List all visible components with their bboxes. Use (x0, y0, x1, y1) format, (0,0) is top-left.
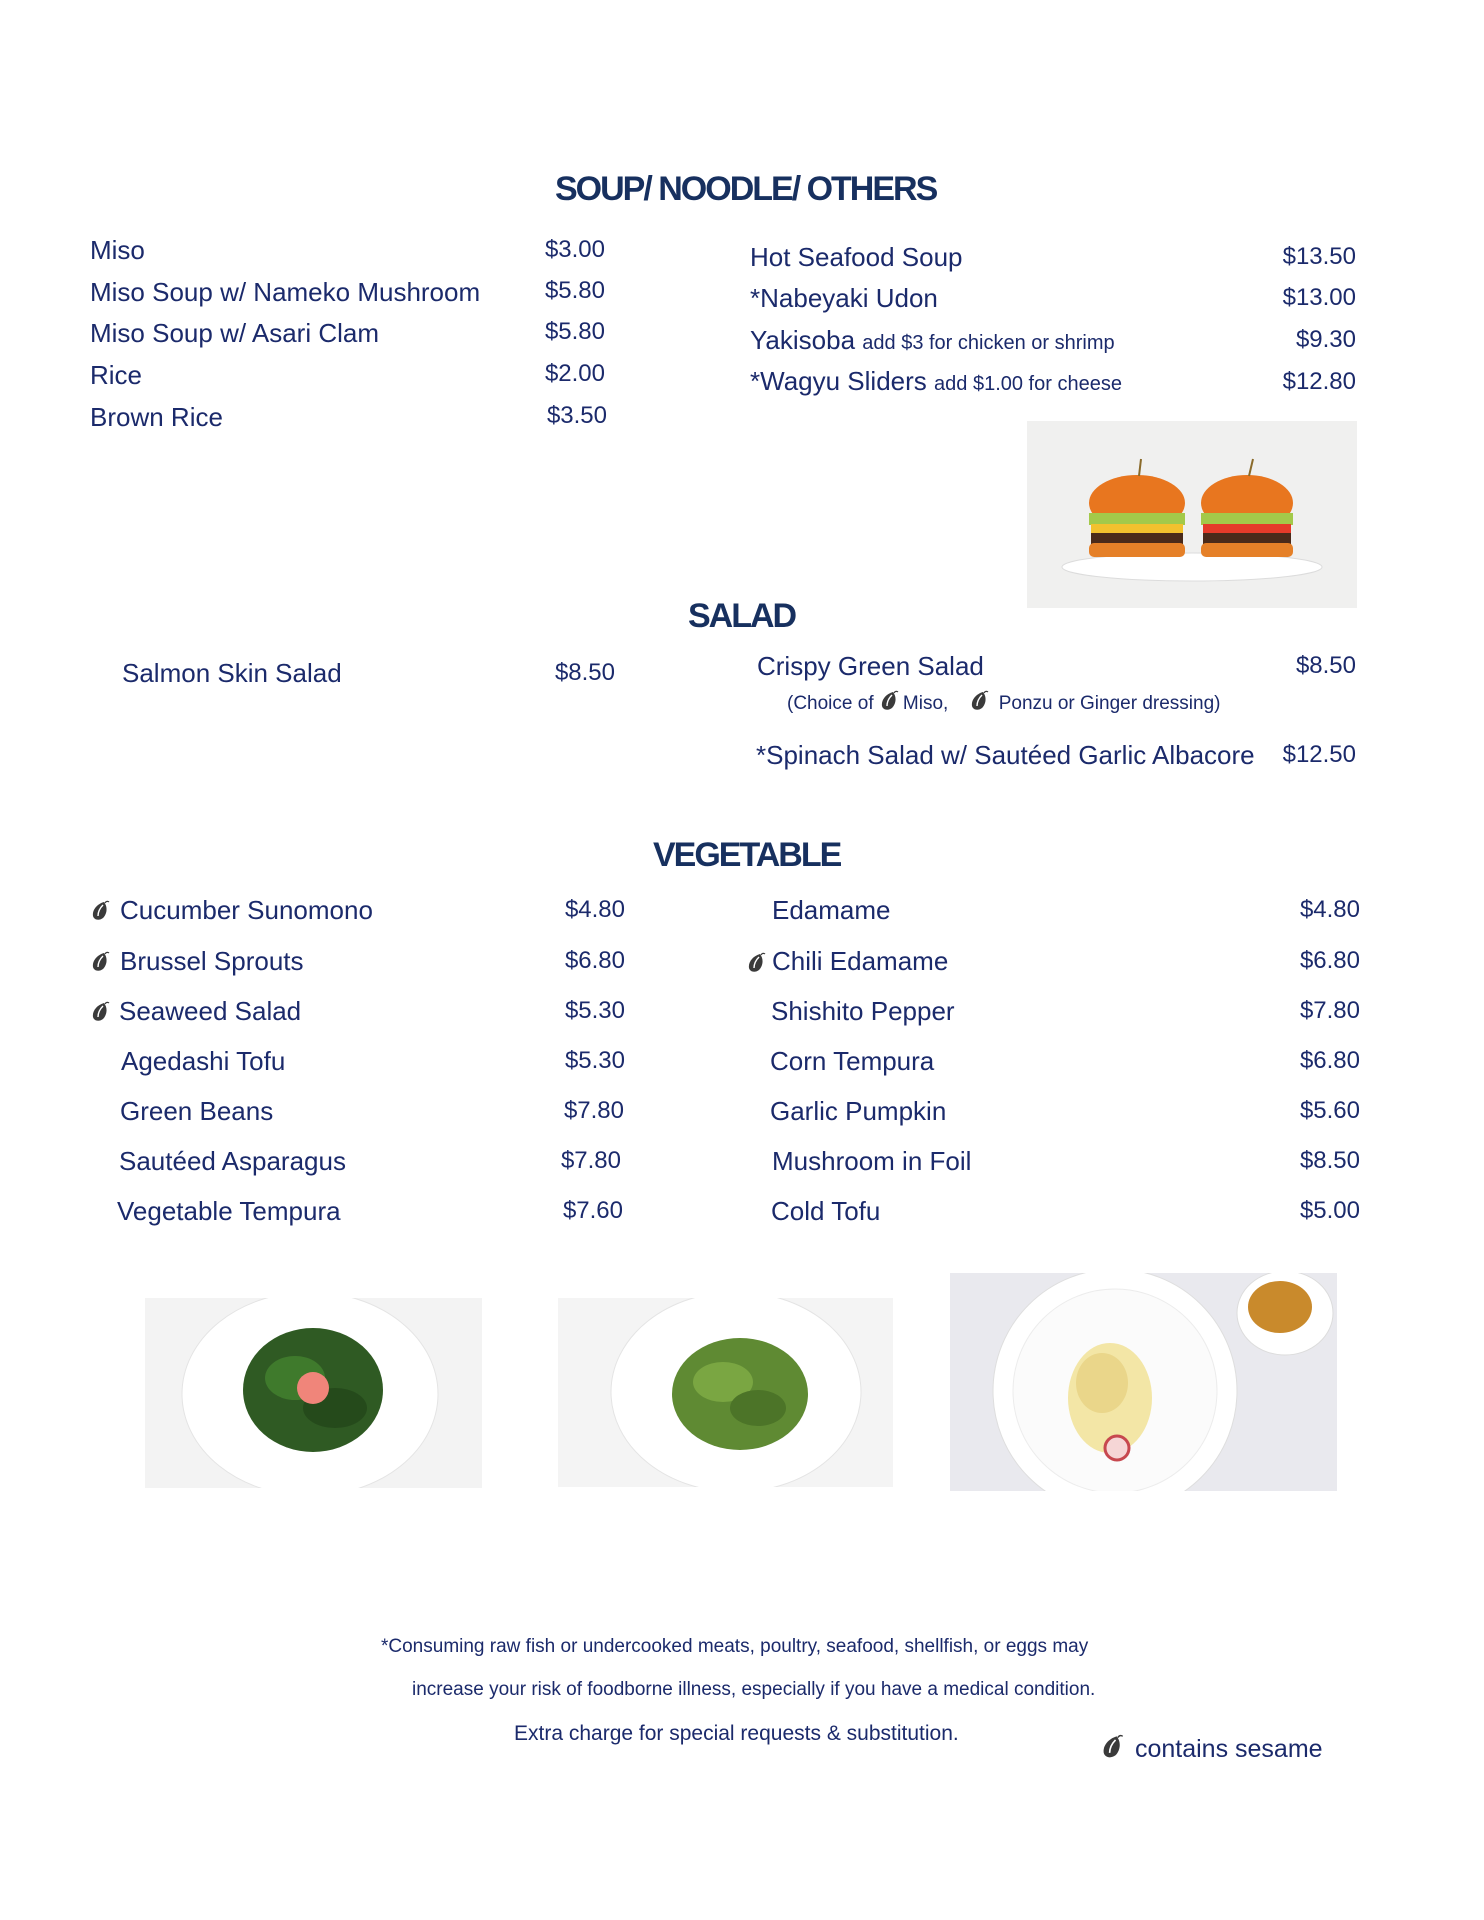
menu-item-price: $13.00 (1282, 284, 1356, 311)
menu-item-name: *Nabeyaki Udon (750, 283, 938, 313)
menu-item-price: $4.80 (1299, 896, 1360, 923)
menu-item-name: *Spinach Salad w/ Sautéed Garlic Albacore (756, 740, 1255, 770)
menu-item-name: Brussel Sprouts (120, 946, 304, 976)
menu-item-row (750, 283, 938, 314)
menu-item-name: Yakisoba (750, 325, 856, 355)
menu-item-price: $7.80 (563, 1097, 624, 1124)
menu-item-price: $3.00 (544, 236, 605, 263)
menu-item-name: Mushroom in Foil (772, 1146, 972, 1176)
menu-item-name: Hot Seafood Soup (750, 242, 963, 272)
menu-item-price: $5.00 (1299, 1197, 1360, 1224)
menu-item-note: add $3 for chicken or shrimp (862, 332, 1115, 354)
raw-food-disclaimer-line2: increase your risk of foodborne illness, especially if you have a medical condition. (412, 1679, 1096, 1700)
menu-item-price: $13.50 (1282, 243, 1356, 270)
menu-item-name: *Wagyu Sliders (750, 366, 927, 396)
sesame-icon (90, 900, 110, 922)
dressing-rest: Ponzu or Ginger dressing) (998, 693, 1221, 714)
menu-item-name: Edamame (772, 895, 891, 925)
sesame-icon (1100, 1734, 1124, 1760)
menu-item-price: $6.80 (564, 947, 625, 974)
menu-item-price: $5.80 (544, 318, 605, 345)
menu-item-name: Sautéed Asparagus (119, 1146, 346, 1176)
menu-item-row (750, 366, 1122, 397)
section-title-vegetable: VEGETABLE (653, 836, 841, 874)
menu-item-name: Chili Edamame (772, 946, 949, 976)
menu-item-name: Salmon Skin Salad (122, 658, 342, 688)
sesame-icon (879, 690, 899, 712)
menu-item-price: $5.30 (564, 997, 625, 1024)
raw-food-disclaimer-line1: *Consuming raw fish or undercooked meats, poultry, seafood, shellfish, or eggs may (381, 1636, 1089, 1657)
menu-item-price: $5.80 (544, 277, 605, 304)
menu-item-note: add $1.00 for cheese (934, 373, 1122, 395)
extra-charge-note: Extra charge for special requests & substitution. (514, 1722, 959, 1745)
menu-item-price: $6.80 (1299, 1047, 1360, 1074)
menu-item-name: Shishito Pepper (771, 996, 955, 1026)
menu-item-price: $2.00 (544, 360, 605, 387)
sesame-icon (90, 1001, 110, 1023)
sesame-icon (969, 690, 989, 712)
menu-item-name: Garlic Pumpkin (770, 1096, 947, 1126)
menu-item-row (750, 325, 1115, 356)
menu-item-name: Miso (90, 235, 145, 265)
sesame-legend (1100, 1734, 1323, 1764)
green-beans-photo (145, 1298, 482, 1488)
menu-item-price: $7.80 (560, 1147, 621, 1174)
menu-item-name: Vegetable Tempura (117, 1196, 341, 1226)
menu-item-price: $8.50 (1295, 652, 1356, 679)
dressing-choice-note (787, 690, 1220, 715)
menu-item-name: Miso Soup w/ Nameko Mushroom (90, 277, 481, 307)
menu-item-name: Cucumber Sunomono (120, 895, 373, 925)
menu-item-price: $5.60 (1299, 1097, 1360, 1124)
menu-item-price: $12.80 (1282, 368, 1356, 395)
menu-item-price: $12.50 (1282, 741, 1356, 768)
menu-item-name: Corn Tempura (770, 1046, 935, 1076)
dressing-miso: Miso, (902, 693, 949, 714)
tempura-photo (950, 1273, 1337, 1491)
sesame-legend-label: contains sesame (1134, 1735, 1323, 1763)
menu-item-price: $3.50 (546, 402, 607, 429)
menu-item-name: Seaweed Salad (119, 996, 302, 1026)
menu-item-price: $7.80 (1299, 997, 1360, 1024)
dressing-prefix: (Choice of (787, 693, 874, 714)
menu-item-price: $4.80 (564, 896, 625, 923)
menu-item-name: Brown Rice (90, 402, 223, 432)
menu-item-name: Agedashi Tofu (121, 1046, 286, 1076)
menu-item-price: $5.30 (564, 1047, 625, 1074)
wagyu-sliders-photo (1027, 421, 1357, 608)
edamame-photo (558, 1298, 893, 1487)
sesame-icon (90, 951, 110, 973)
menu-item-price: $6.80 (1299, 947, 1360, 974)
menu-item-name: Rice (90, 360, 143, 390)
menu-item-name: Green Beans (120, 1096, 274, 1126)
menu-item-name: Cold Tofu (771, 1196, 881, 1226)
sesame-icon (746, 952, 766, 974)
menu-item-price: $8.50 (1299, 1147, 1360, 1174)
menu-item-name: Miso Soup w/ Asari Clam (90, 318, 379, 348)
menu-item-row (750, 242, 963, 273)
menu-item-price: $8.50 (554, 659, 615, 686)
menu-item-price: $9.30 (1295, 326, 1356, 353)
section-title-soup: SOUP/ NOODLE/ OTHERS (555, 170, 937, 208)
section-title-salad: SALAD (688, 597, 796, 635)
menu-item-name: Crispy Green Salad (757, 651, 984, 681)
menu-item-price: $7.60 (562, 1197, 623, 1224)
